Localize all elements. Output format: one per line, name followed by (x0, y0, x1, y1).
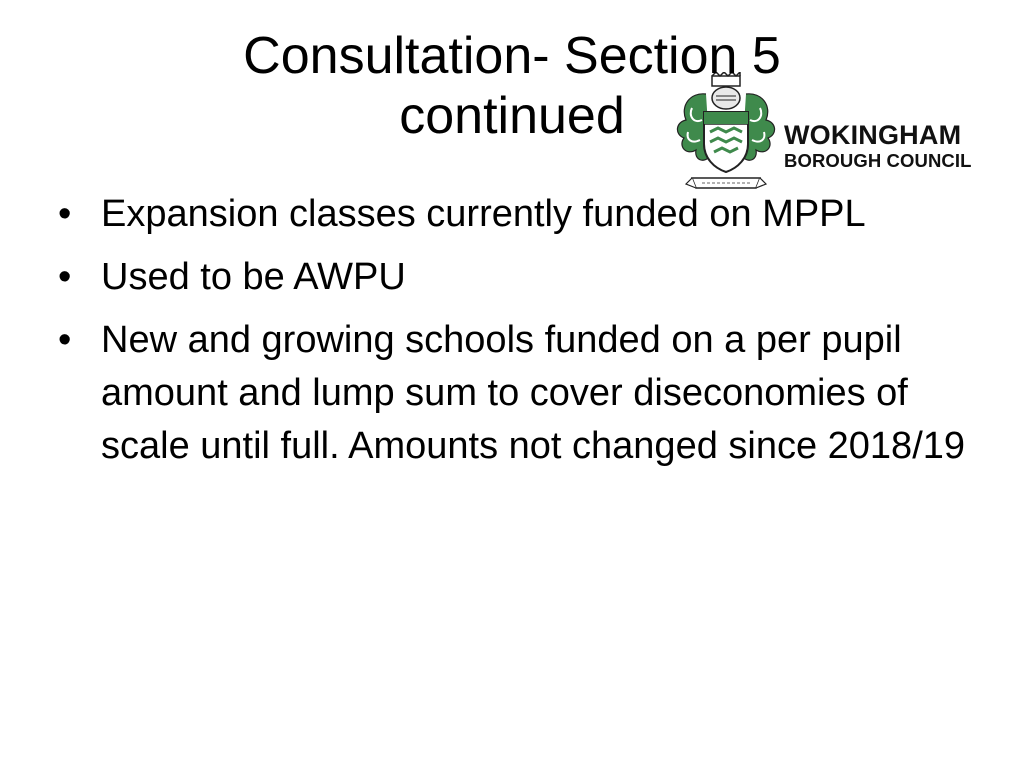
bullet-glyph: • (58, 193, 72, 235)
bullet-text: Expansion classes currently funded on MPPL (101, 193, 866, 235)
bullet-list (58, 188, 978, 483)
slide-title-line2: continued (399, 87, 625, 145)
slide-title (0, 26, 1024, 146)
bullet-item (58, 251, 978, 304)
bullet-glyph: • (58, 256, 72, 298)
bullet-glyph: • (58, 319, 72, 361)
bullet-item (58, 314, 978, 473)
council-name-line1: WOKINGHAM (784, 120, 962, 150)
bullet-text: New and growing schools funded on a per pupil amount and lump sum to cover diseconomies of scale until full. Amounts not changed since 2018/19 (101, 319, 966, 467)
council-name-line2: BOROUGH COUNCIL (784, 150, 972, 171)
slide-title-line1: Consultation- Section 5 (243, 27, 781, 85)
bullet-text: Used to be AWPU (101, 256, 406, 298)
